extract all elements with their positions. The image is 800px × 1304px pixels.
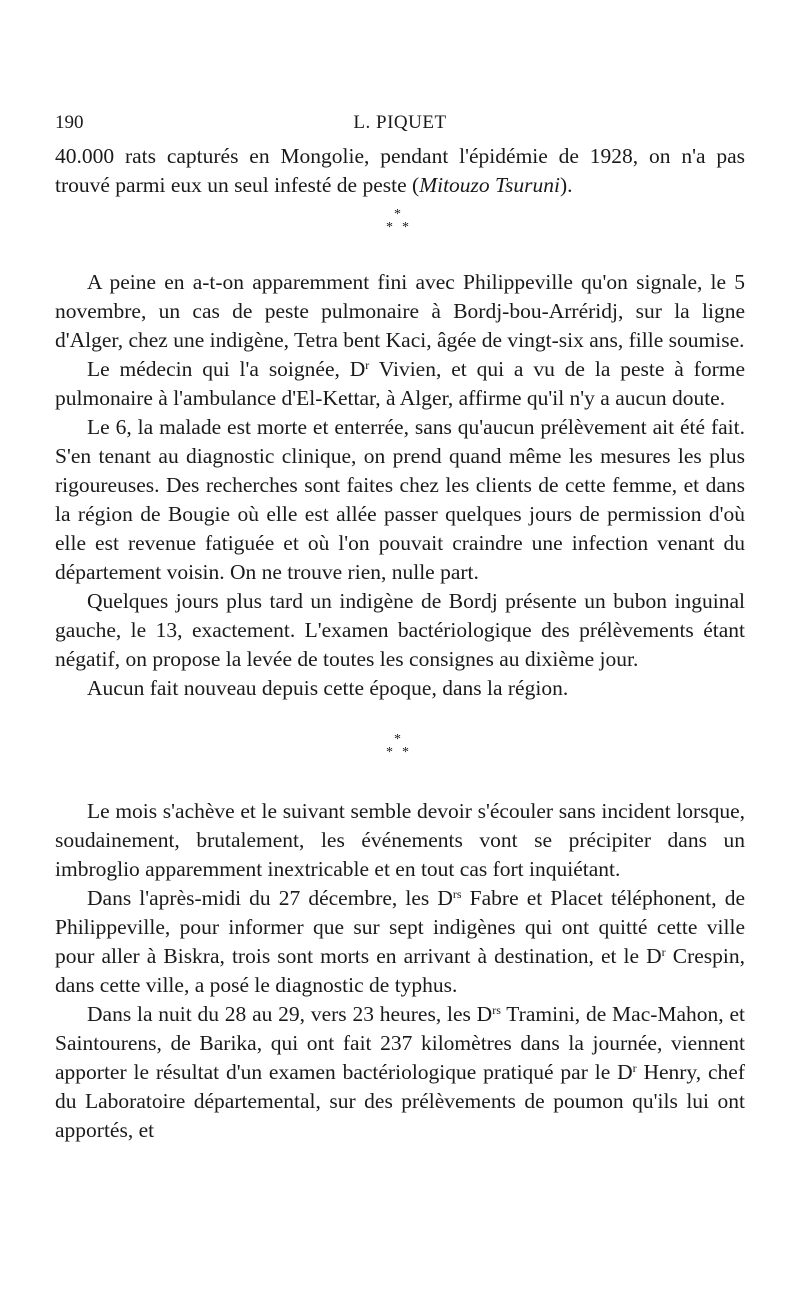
italic-text: Mitouzo Tsuruni: [419, 173, 560, 197]
text-run: Crespin, dans cette ville, a posé le diagnostic de typhus.: [55, 944, 746, 997]
paragraph: [55, 797, 745, 884]
text-run: Le 6, la malade est morte et enterrée, sans qu'aucun prélèvement ait été fait. S'en tenant au diagnostic clinique, on prend quand même les mesures les plus rigoureuses. Des recherches sont faites chez les clients de cette femme, et dans la région de Bougie où elle est allée passer quelques jours de permission d'où elle est revenue fatiguée et où l'on pouvait craindre une infection venant du département voisin. On ne trouve rien, nulle part.: [55, 415, 745, 584]
paragraph: [55, 355, 745, 413]
paragraph: [55, 413, 745, 587]
section-separator: [55, 200, 745, 258]
text-run: 40.000 rats capturés en Mongolie, pendant l'épidémie de 1928, on n'a pas trouvé parmi eux un seul infesté de peste (: [55, 144, 745, 197]
text-run: Dans l'après-midi du 27 décembre, les D: [87, 886, 453, 910]
superscript: r: [365, 358, 370, 372]
text-run: Henry, chef du Laboratoire départemental, sur des prélèvements de poumon qu'ils lui ont apportés, et: [55, 1060, 745, 1142]
paragraph: [55, 268, 745, 355]
asterism-star: *: [402, 745, 409, 760]
running-head: L. PIQUET: [353, 112, 447, 133]
paragraph: [55, 1000, 745, 1145]
text-run: ).: [560, 173, 573, 197]
paragraph: [55, 674, 745, 703]
asterism-star: *: [402, 220, 409, 235]
asterism-star: *: [394, 732, 401, 747]
book-page: [55, 112, 745, 1145]
superscript: r: [632, 1061, 637, 1075]
page-number: 190: [55, 112, 84, 133]
text-run: Dans la nuit du 28 au 29, vers 23 heures, les D: [87, 1002, 493, 1026]
asterism-star: *: [386, 220, 393, 235]
paragraph: [55, 142, 745, 200]
superscript: rs: [492, 1003, 501, 1017]
text-run: A peine en a-t-on apparemment fini avec Philippeville qu'on signale, le 5 novembre, un cas de peste pulmonaire à Bordj-bou-Arréridj, sur la ligne d'Alger, chez une indigène, Tetra bent Kaci, âgée de vingt-six ans, fille soumise.: [55, 270, 745, 352]
superscript: r: [661, 945, 666, 959]
text-run: Quelques jours plus tard un indigène de Bordj présente un bubon inguinal gauche, le 13, exactement. L'examen bactériologique des prélèvements étant négatif, on propose la levée de toutes les consignes au dixième jour.: [55, 589, 745, 671]
asterism-star: *: [394, 207, 401, 222]
paragraph: [55, 884, 745, 1000]
body-text: [55, 142, 745, 1145]
text-run: Tramini, de Mac-Mahon, et Saintourens, de Barika, qui ont fait 237 kilomètres dans la journée, viennent apporter le résultat d'un examen bactériologique pratiqué par le D: [55, 1002, 745, 1084]
text-run: Fabre et Placet téléphonent, de Philippeville, pour informer que sur sept indigènes qui ont quitté cette ville pour aller à Biskra, trois sont morts en arrivant à destination, et le D: [55, 886, 745, 968]
section-separator: [55, 719, 745, 785]
superscript: rs: [452, 887, 462, 901]
text-run: Aucun fait nouveau depuis cette époque, dans la région.: [87, 676, 569, 700]
text-run: Le mois s'achève et le suivant semble devoir s'écouler sans incident lorsque, soudainement, brutalement, les événements vont se précipiter dans un imbroglio apparemment inextricable et en tout cas fort inquiétant.: [55, 799, 745, 881]
text-run: Vivien, et qui a vu de la peste à forme pulmonaire à l'ambulance d'El-Kettar, à Alger, affirme qu'il n'y a aucun doute.: [55, 357, 745, 410]
paragraph: [55, 587, 745, 674]
page-header: [55, 112, 745, 142]
asterism-star: *: [386, 745, 393, 760]
text-run: Le médecin qui l'a soignée, D: [87, 357, 366, 381]
